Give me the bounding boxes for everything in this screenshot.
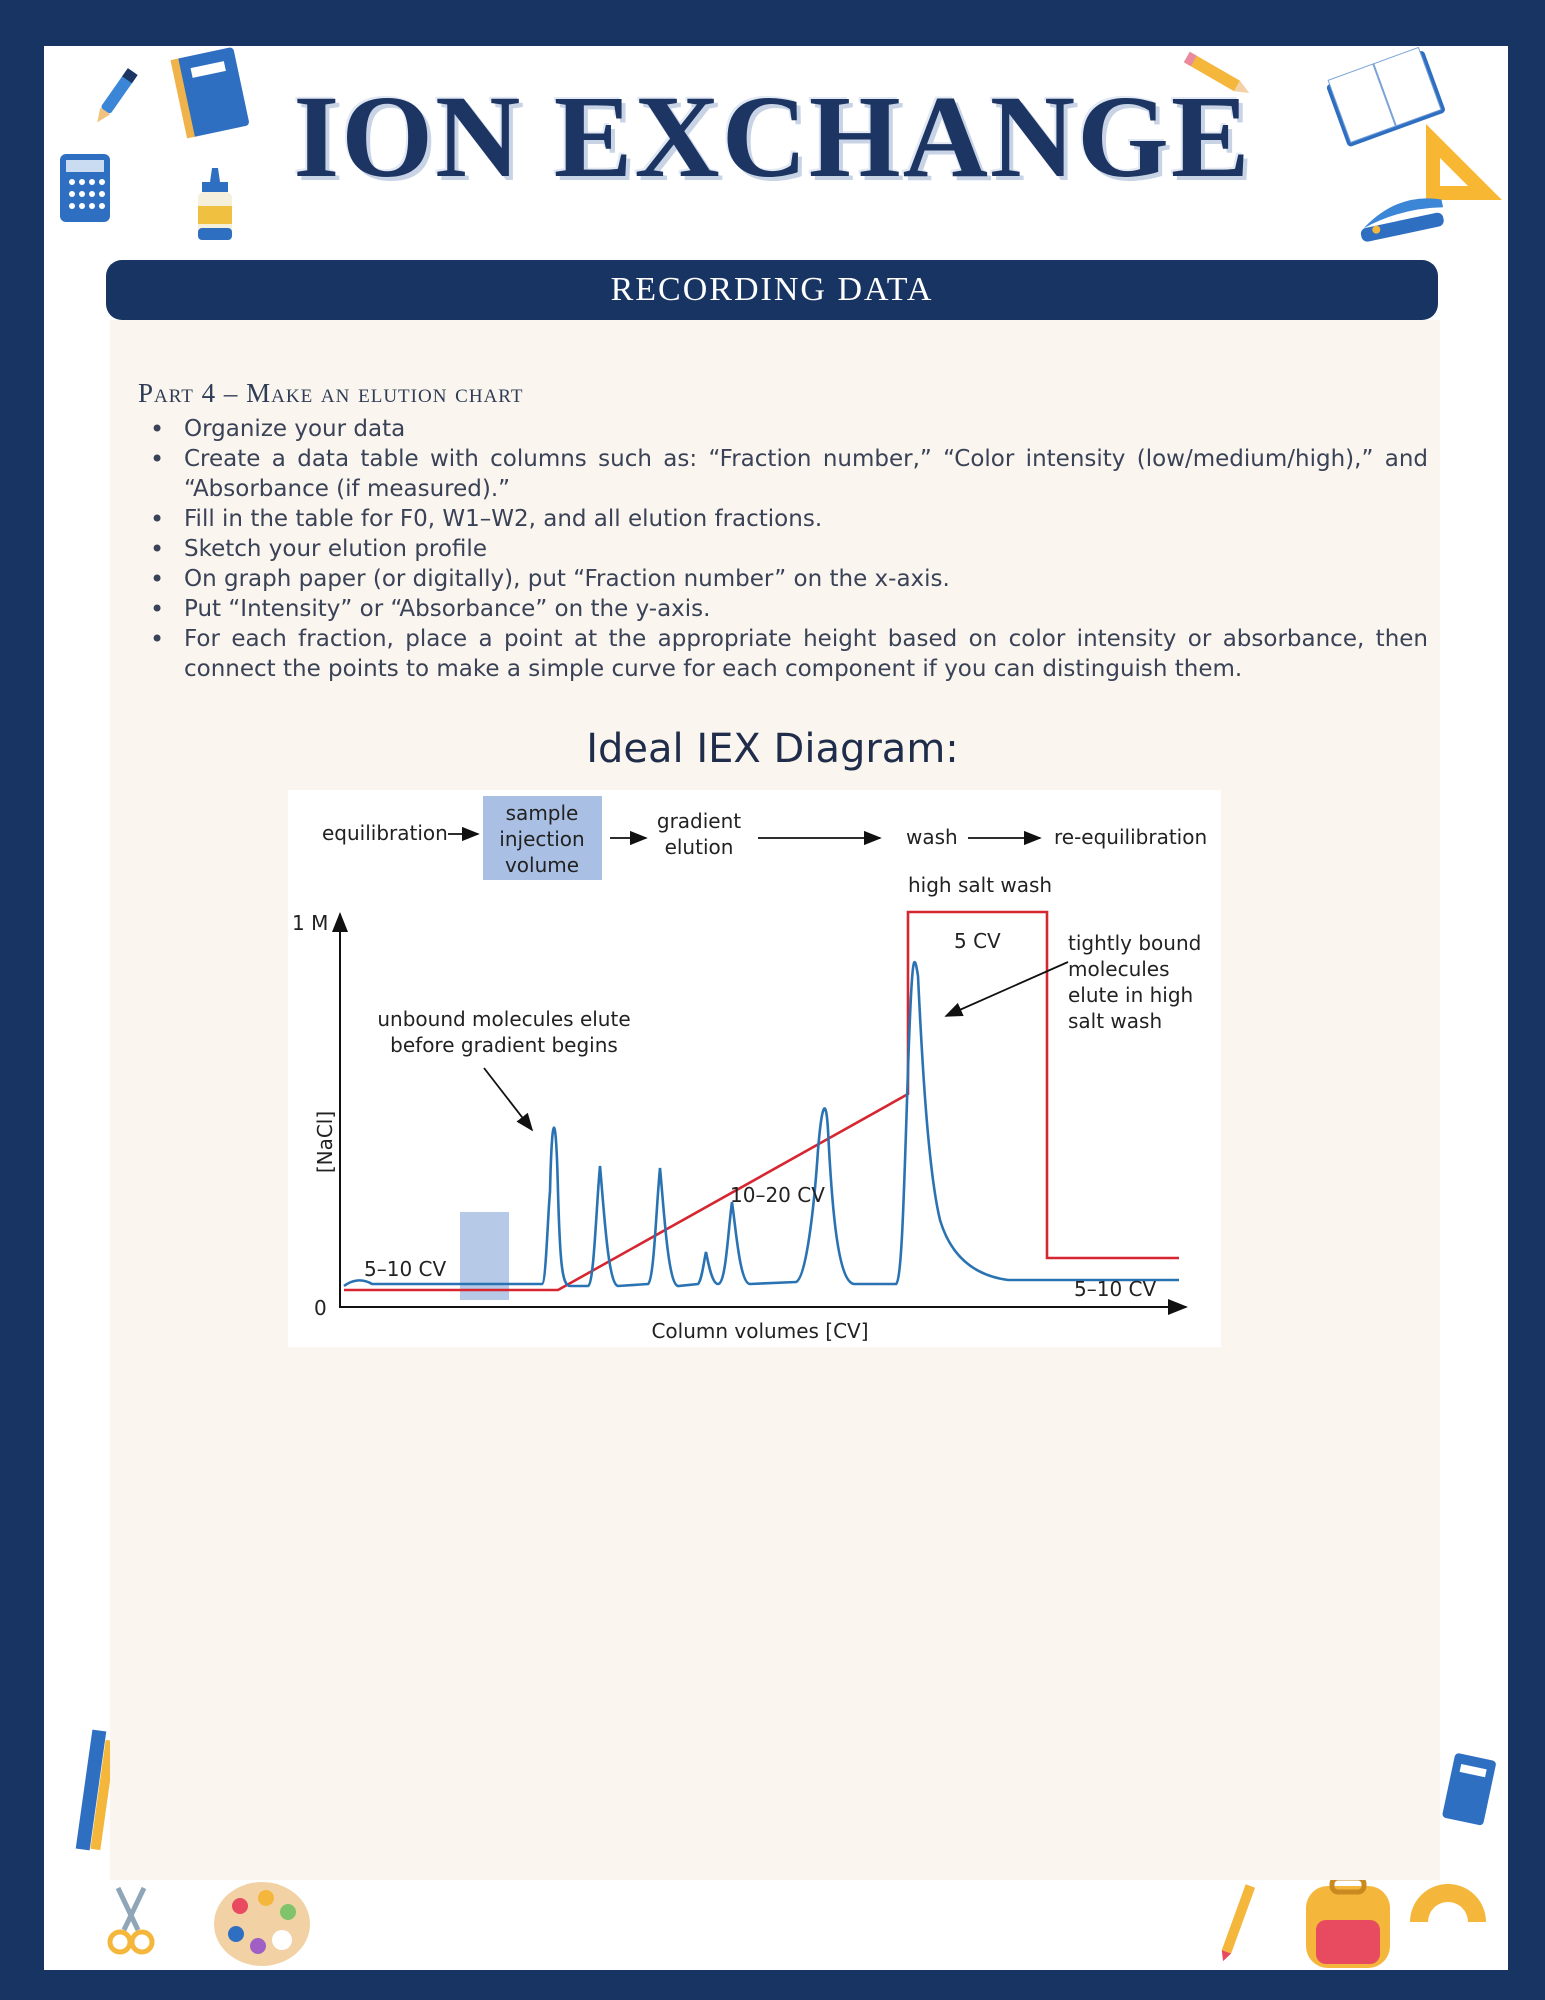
five-cv-label: 5 CV — [954, 929, 1001, 953]
high-salt-wash-label: high salt wash — [908, 873, 1053, 897]
step-wash: wash — [906, 825, 958, 849]
step-gradient-line2: elution — [664, 835, 734, 859]
x-axis-label: Column volumes [CV] — [651, 1319, 869, 1343]
list-item: • On graph paper (or digitally), put “Fraction number” on the x-axis. — [138, 564, 1428, 594]
reequil-cv-label: 5–10 CV — [1074, 1277, 1157, 1301]
step-sample-line3: volume — [504, 853, 580, 877]
iex-diagram — [288, 790, 1221, 1347]
backpack-icon — [1296, 1876, 1400, 1974]
protractor-icon — [1406, 1872, 1490, 1930]
injection-bar — [460, 1212, 509, 1300]
unbound-line1: unbound molecules elute — [377, 1007, 631, 1031]
tightly-bound-line4: salt wash — [1068, 1009, 1163, 1033]
pencil-bottom-icon — [1218, 1880, 1258, 1970]
step-sample-line2: injection — [499, 827, 585, 851]
step-reequilibration: re-equilibration — [1054, 825, 1208, 849]
list-item: • For each fraction, place a point at the appropriate height based on color intensity or absorbance, then connect the points to make a simple curve for each component if you can distinguish them. — [138, 624, 1428, 684]
list-item: • Fill in the table for F0, W1–W2, and all elution fractions. — [138, 504, 1428, 534]
unbound-line2: before gradient begins — [390, 1033, 618, 1057]
diagram-title: Ideal IEX Diagram: — [586, 726, 959, 772]
scissors-icon — [98, 1880, 168, 1964]
tightly-bound-arrow — [946, 962, 1068, 1016]
tightly-bound-line2: molecules — [1068, 957, 1170, 981]
tightly-bound-line3: elute in high — [1068, 983, 1194, 1007]
gradient-cv-label: 10–20 CV — [730, 1183, 825, 1207]
palette-icon — [210, 1876, 314, 1976]
list-item: • Organize your data — [138, 414, 1428, 444]
step-sample-line1: sample — [505, 801, 579, 825]
list-item: • Sketch your elution profile — [138, 534, 1428, 564]
list-item: • Create a data table with columns such as: “Fraction number,” “Color intensity (low/medium/high),” and “Absorbance (if measured).” — [138, 444, 1428, 504]
list-item: • Put “Intensity” or “Absorbance” on the y-axis. — [138, 594, 1428, 624]
part-heading: Part 4 – Make an elution chart — [138, 378, 524, 408]
equil-cv-label: 5–10 CV — [364, 1257, 447, 1281]
y-top-label: 1 M — [292, 911, 329, 935]
small-book-icon — [1438, 1750, 1498, 1834]
unbound-arrow — [484, 1068, 532, 1130]
section-banner: RECORDING DATA — [106, 260, 1438, 320]
tightly-bound-line1: tightly bound — [1068, 931, 1202, 955]
y-zero-label: 0 — [314, 1296, 327, 1320]
step-equilibration: equilibration — [322, 821, 448, 845]
step-gradient-line1: gradient — [656, 809, 742, 833]
y-axis-label: [NaCl] — [313, 1110, 337, 1174]
page-title: ION EXCHANGE — [293, 71, 1252, 202]
instruction-list — [138, 414, 1428, 684]
